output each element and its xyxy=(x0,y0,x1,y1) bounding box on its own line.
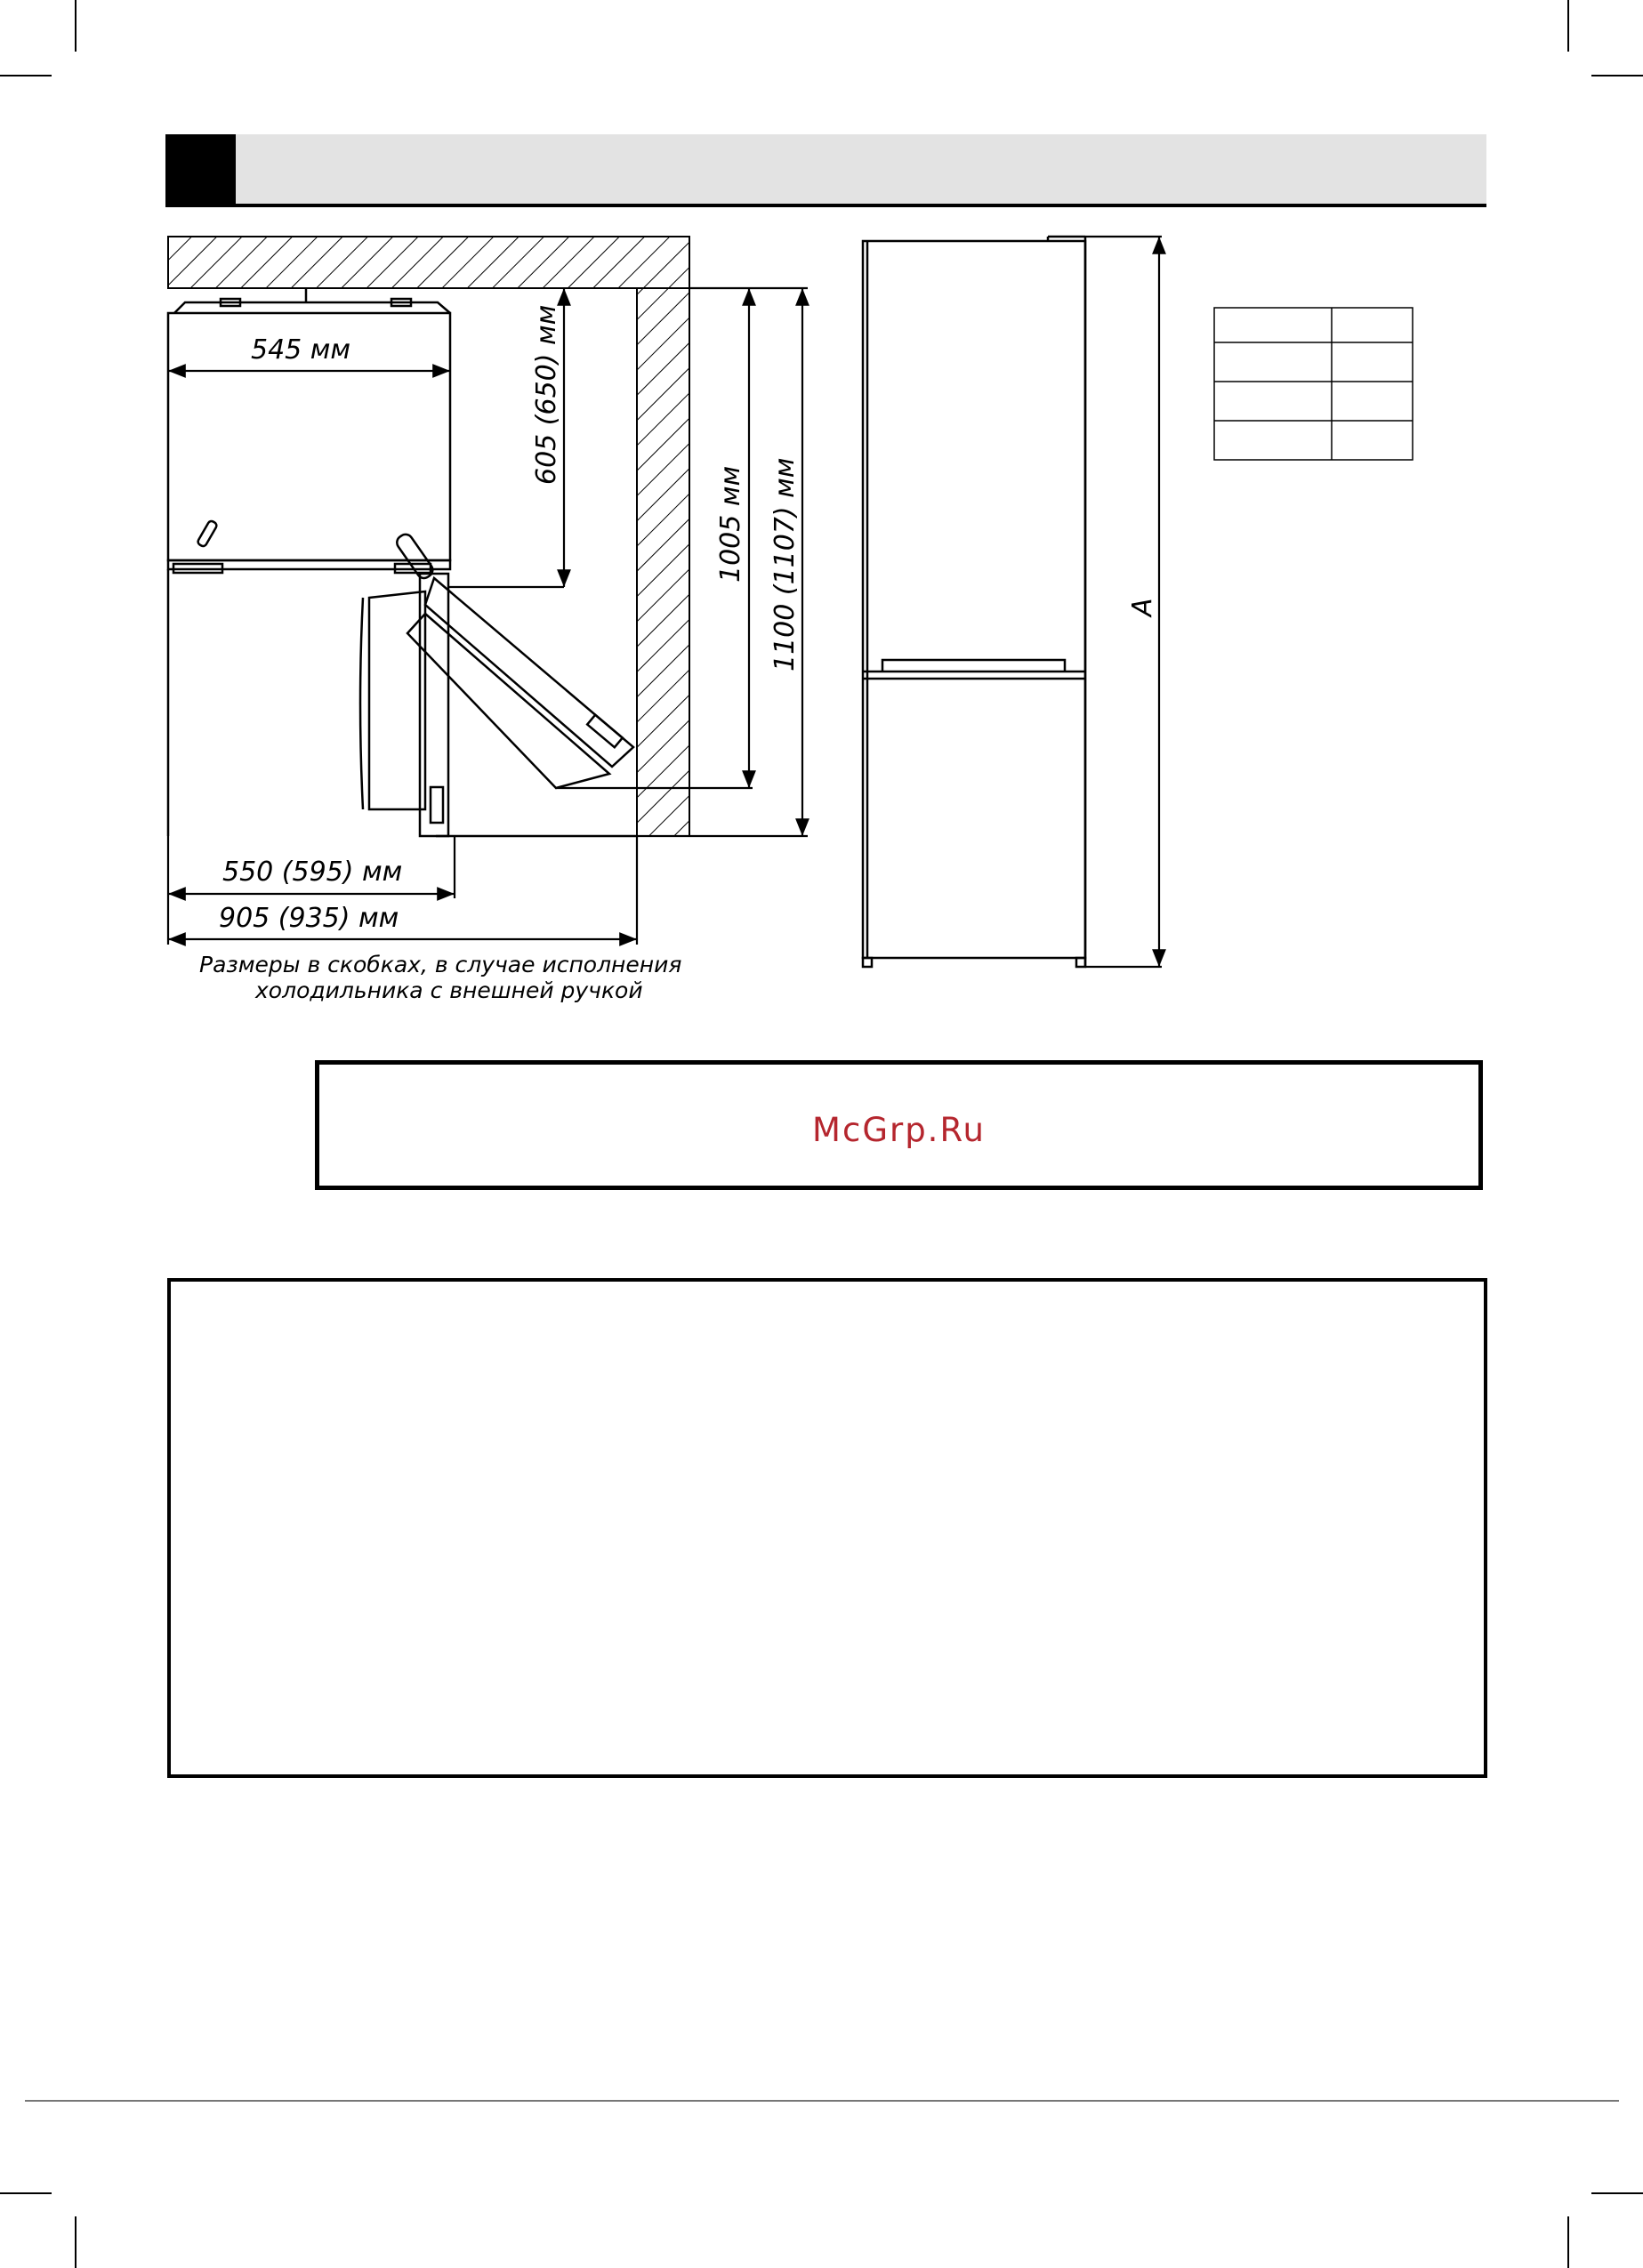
footer-rule xyxy=(25,2100,1619,2102)
crop-mark-bottom-right-horizontal xyxy=(1591,2192,1643,2194)
height-table xyxy=(1214,308,1413,460)
dim-label-605: 605 (650) мм xyxy=(531,304,562,485)
dim-label-1100: 1100 (1107) мм xyxy=(769,457,801,672)
dim-label-1005: 1005 мм xyxy=(715,465,746,583)
crop-mark-bottom-right-vertical xyxy=(1567,2216,1569,2268)
text-frame xyxy=(167,1278,1487,1778)
dimension-note-line1: Размеры в скобках, в случае исполнения xyxy=(199,952,682,977)
dim-label-905: 905 (935) мм xyxy=(219,903,399,934)
watermark-text: McGrp.Ru xyxy=(812,1111,986,1149)
notice-box xyxy=(315,1060,1483,1190)
dimension-lines xyxy=(168,288,808,945)
crop-mark-bottom-left-vertical xyxy=(75,2216,77,2268)
dim-label-550: 550 (595) мм xyxy=(222,857,403,888)
wall-hatching xyxy=(168,237,689,836)
dim-label-a: A xyxy=(1127,598,1158,616)
fridge-front-view xyxy=(863,237,1085,967)
dim-label-545: 545 мм xyxy=(251,334,351,366)
installation-diagram xyxy=(0,0,1643,1023)
door-swing-view xyxy=(360,532,637,836)
dimension-note-line2: холодильника с внешней ручкой xyxy=(255,977,643,1003)
crop-mark-bottom-left-horizontal xyxy=(0,2192,52,2194)
